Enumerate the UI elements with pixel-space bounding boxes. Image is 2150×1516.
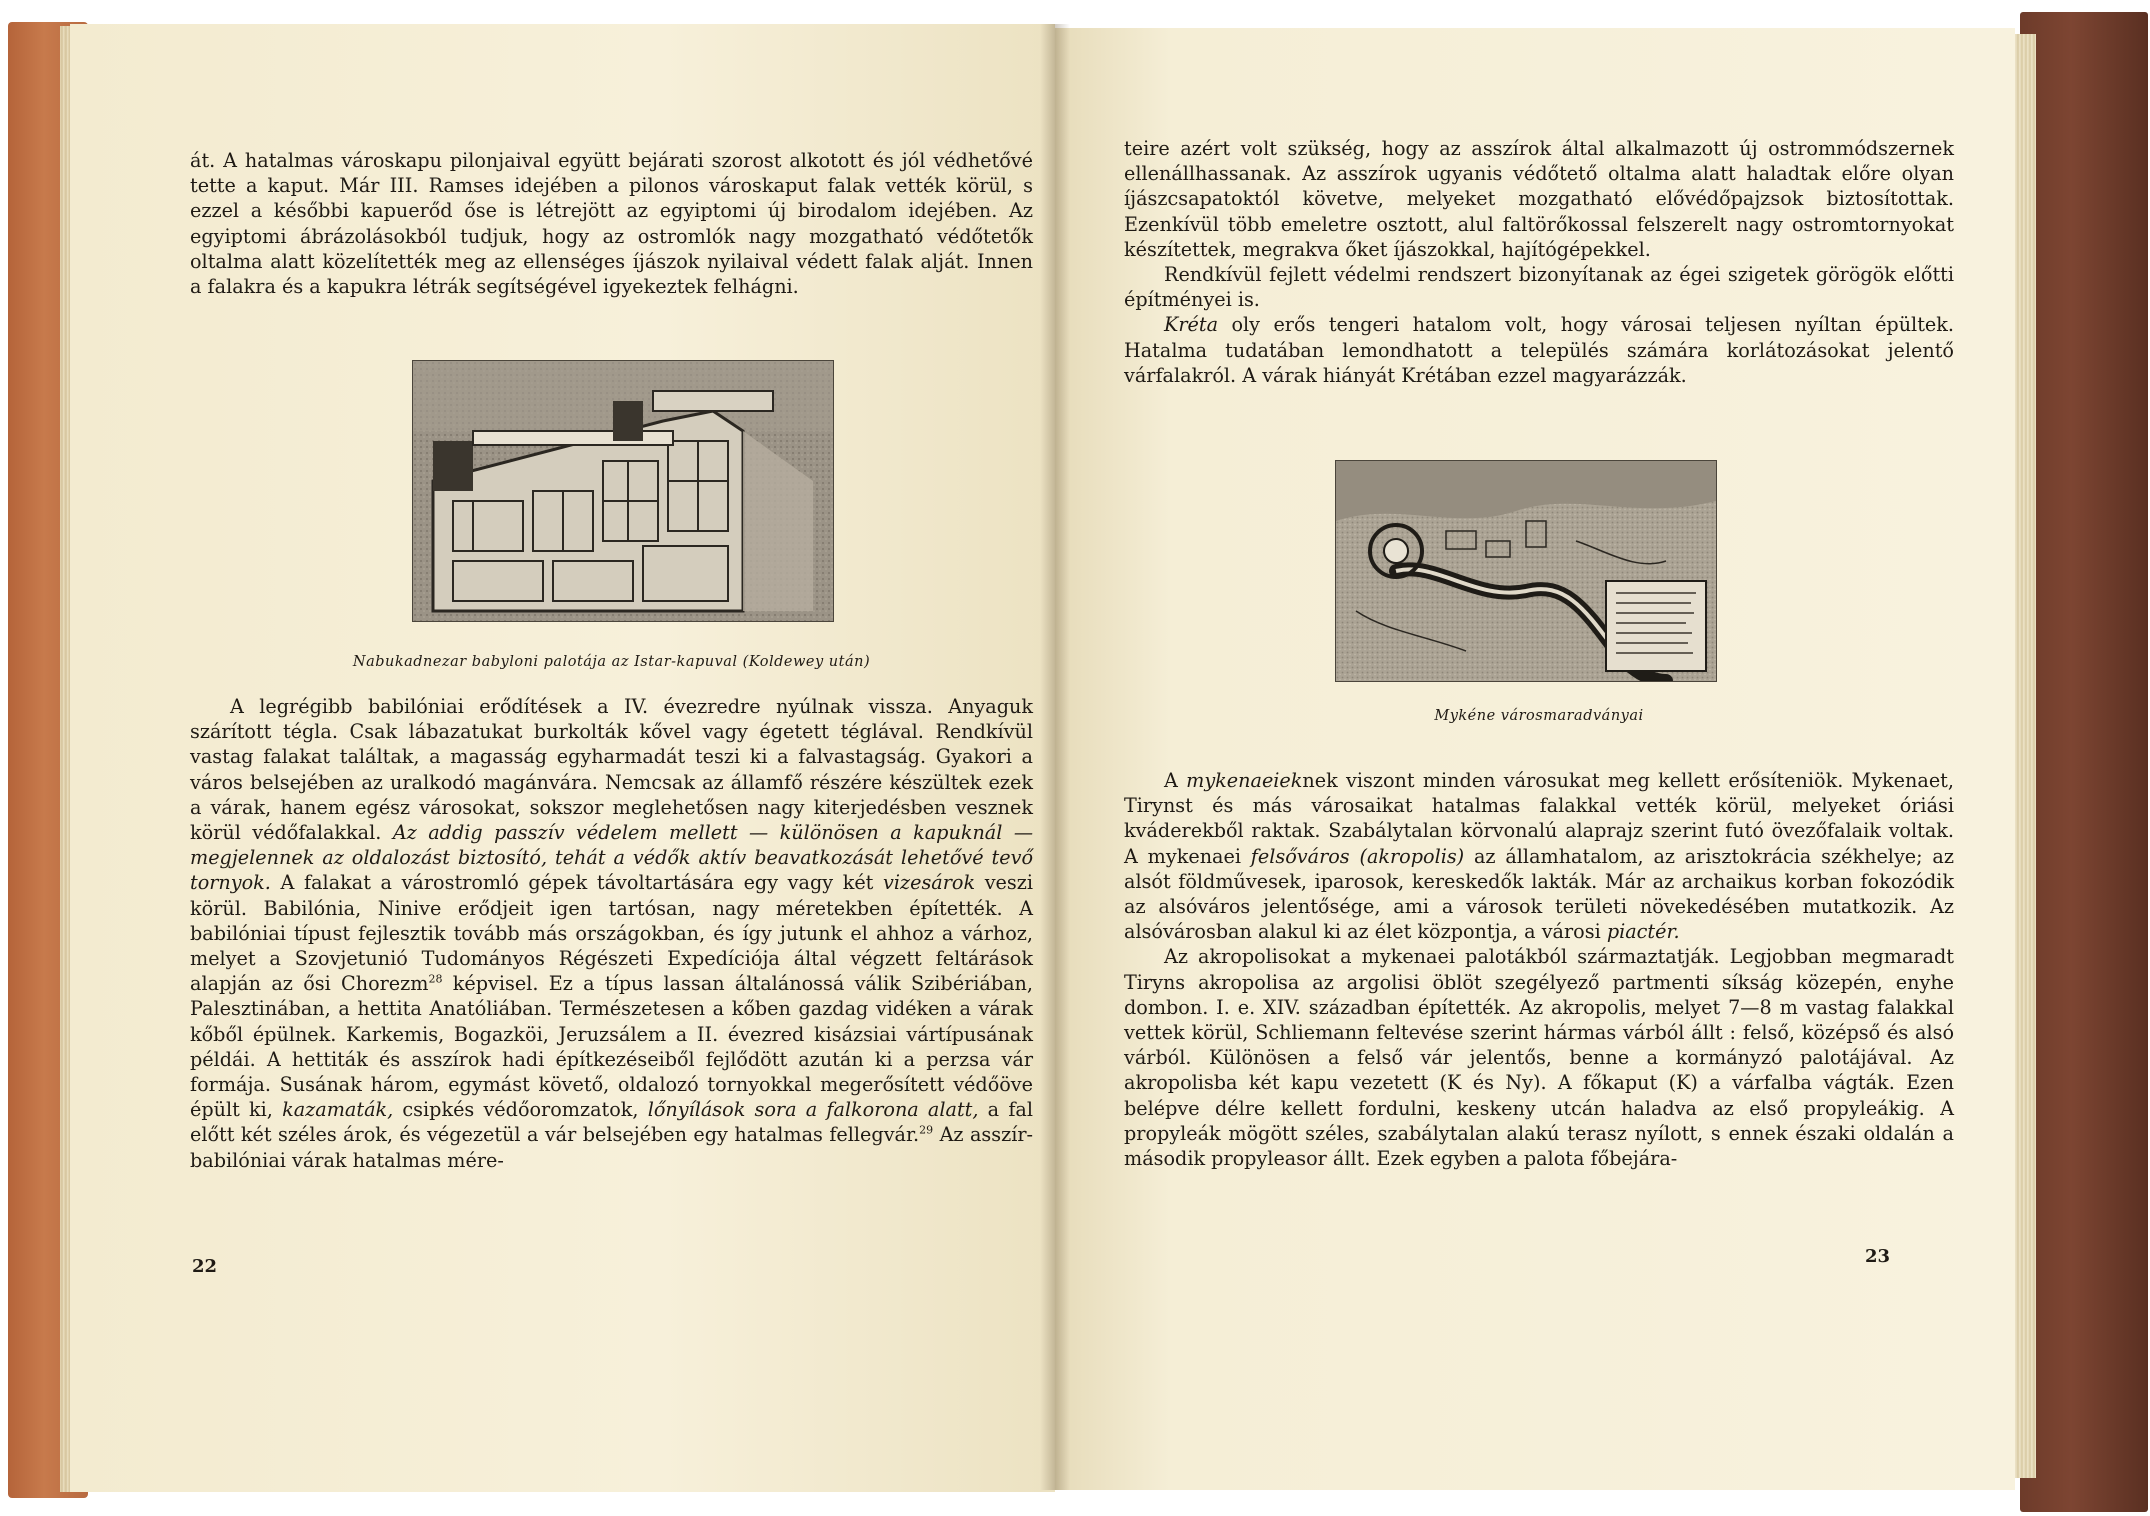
- figure-babylon-palace-plan: [412, 360, 834, 622]
- right-figure-caption: Mykéne városmaradványai: [1434, 708, 1644, 724]
- right-paragraph-5: Az akropolisokat a mykenaei palotákból származtatják. Legjobban megmaradt Tiryns akropolisa az argolisi öblöt szegélyező partmenti síkság közepén, enyhe dombon. I. e. XIV. században építették. Az akropolis, melyet 7—8 m vastag falakkal vettek körül, Schliemann feltevése szerint hármas várból állt : felső, középső és alsó várból. Különösen a felső vár jelentős, benne a kormányzó palotájával. Az akropolisba két kapu vezetett (K és Ny). A főkaput (K) a várfalba vágták. Ezen belépve délre kellett fordulni, keskeny utcán haladva az első propyleákig. A propyleák mögött széles, szabálytalan alakú terasz nyílott, s ennek északi oldalán a második propyleasor állt. Ezek egyben a palota főbejára-: [1124, 945, 1954, 1171]
- open-book: [0, 8, 2150, 1508]
- book-cover-right: [2020, 12, 2148, 1512]
- babylon-plan-illustration: [413, 361, 833, 621]
- footnote-29: 29: [919, 1124, 934, 1138]
- right-paragraph-1: teire azért volt szükség, hogy az asszírok által alkalmazott új ostrommódszernek ellenállhassanak. Az asszírok ugyanis védőtető oltalma alatt haladtak előre olyan íjászcsapatoktól követve, melyeket mozgatható elővédőpajzsok biztosítottak. Ezenkívül több emeletre osztott, alul faltörőkossal felszerelt nagy ostromtornyokat készítettek, megrakva őket íjászokkal, hajítógépekkel.: [1124, 137, 1954, 261]
- right-text-lower: [1124, 768, 1954, 1171]
- left-page: [70, 24, 1055, 1492]
- left-text-lower: [190, 694, 1033, 1173]
- left-text-top: [190, 148, 1033, 299]
- left-figure-caption: Nabukadnezar babyloni palotája az Istar-kapuval (Koldewey után): [352, 654, 871, 670]
- right-paragraph-2: Rendkívül fejlett védelmi rendszert bizonyítanak az égei szigetek görögök előtti építményei is.: [1124, 263, 1954, 312]
- right-page: [1055, 28, 2015, 1490]
- book-gutter: [1040, 24, 1070, 1490]
- left-paragraph-1: át. A hatalmas városkapu pilonjaival együtt bejárati szorost alkotott és jól védhetővé tette a kaput. Már III. Ramses idejében a pilonos városkaput falak vették körül, s ezzel a későbbi kapuerőd őse is létrejött az egyiptomi új birodalom idejében. Az egyiptomi ábrázolásokból tudjuk, hogy az ostromlók nagy mozgatható védőtetők oltalma alatt közelítették meg az ellenséges íjászok nyilaival védett falak alját. Innen a falakra és a kapukra létrák segítségével igyekeztek felhágni.: [190, 149, 1033, 299]
- figure-mykene-map: [1335, 460, 1717, 682]
- page-number-left: 22: [192, 1256, 218, 1277]
- left-paragraph-2: A legrégibb babilóniai erődítések a IV. évezredre nyúlnak vissza. Anyaguk szárított tégla. Csak lábazatukat burkolták kővel vagy égetett téglával. Rendkívül vastag falakat találtak, a magasság egyharmadát teszi ki a falvastagság. Gyakori a város belsejében az uralkodó magánvára. Nemcsak az államfő részére készültek ezek a várak, hanem egész városokat, sokszor meglehetősen nagy kiterjedésben vesznek körül védőfalakkal. Az addig passzív védelem mellett — különösen a kapuknál — megjelennek az oldalozást biztosító, tehát a védők aktív beavatkozását lehetővé tevő tornyok. A falakat a várostromló gépek távoltartására egy vagy két vizesárok veszi körül. Babilónia, Ninive erődjeit igen tartósan, nagy méretekben építették. A babilóniai típust fejlesztik tovább más országokban, és így jutunk el ahhoz a várhoz, melyet a Szovjetunió Tudományos Régészeti Expedíciója által végzett feltárások alapján az ősi Chorezm$^{28}$ képvisel. Ez a típus lassan általánossá válik Szibériában, Palesztinában, a hettita Anatóliában. Természetesen a kőben gazdag vidéken a várak kőből épülnek. Karkemis, Bogazköi, Jeruzsálem a II. évezred kisázsiai vártípusának példái. A hettiták és asszírok hadi építkezéseiből fejlődött azután ki a perzsa vár formája. Susának három, egymást követő, oldalozó tornyokkal megerősített védőöve épült ki, kazamaták, csipkés védőoromzatok, lőnyílások sora a falkorona alatt, a fal előtt két széles árok, és végezetül a vár belsejében egy hatalmas fellegvár.$^{29}$ Az asszír-babilóniai várak hatalmas mére-: [190, 695, 1034, 1172]
- right-paragraph-4: A mykenaeieknek viszont minden városukat meg kellett erősíteniök. Mykenaet, Tirynst és más városaikat hatalmas falakkal vették körül, melyeket óriási kváderekből raktak. Szabálytalan körvonalú alaprajz szerint futó övezőfalaik voltak. A mykenaei felsőváros (akropolis) az államhatalom, az arisztokrácia székhelye; az alsót földművesek, iparosok, kereskedők lakták. Már az archaikus korban fokozódik az alsóváros jelentősége, ami a városok területi növekedésében mutatkozik. Az alsóvárosban alakul ki az élet központja, a városi piactér.: [1124, 769, 1954, 944]
- footnote-28: 28: [428, 972, 443, 986]
- mykene-map-illustration: [1336, 461, 1716, 681]
- right-paragraph-3: Kréta oly erős tengeri hatalom volt, hogy városai teljesen nyíltan épültek. Hatalma tudatában lemondhatott a település számára korlátozásokat jelentő várfalakról. A várak hiányát Krétában ezzel magyarázzák.: [1124, 313, 1954, 387]
- page-number-right: 23: [1865, 1246, 1891, 1267]
- right-text-top: [1124, 136, 1954, 388]
